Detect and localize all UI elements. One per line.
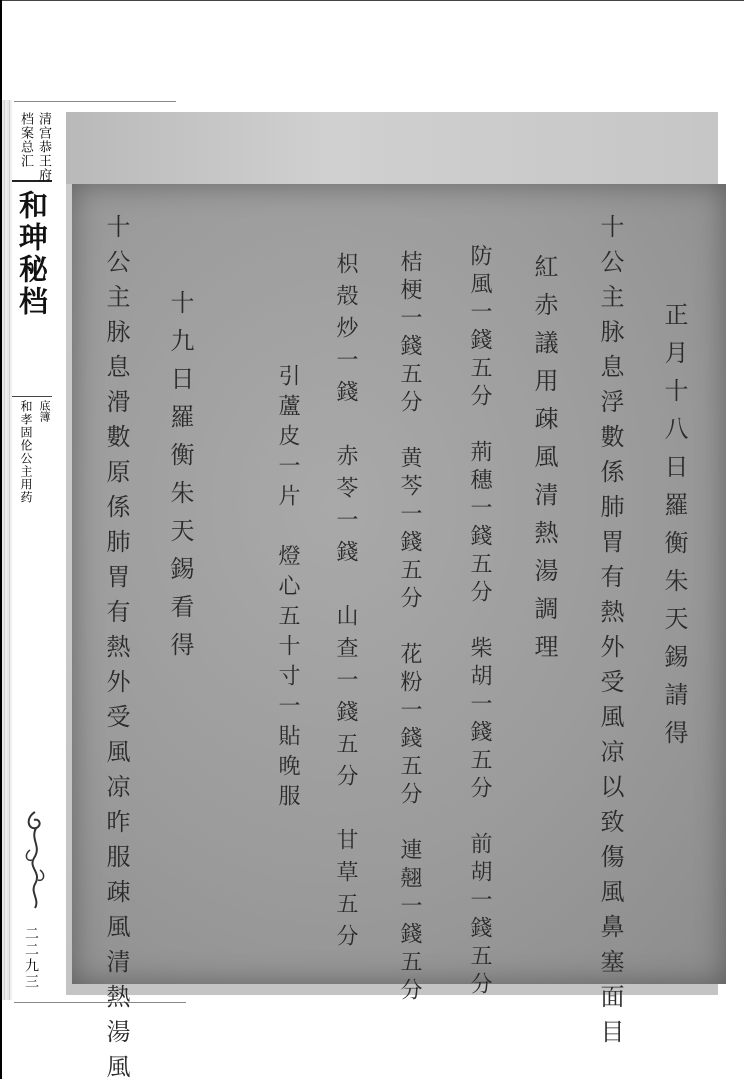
series-title-line1: 清宫恭王府: [36, 112, 51, 182]
book-title: 和珅秘档: [15, 190, 49, 318]
sidebar-top-rule: [14, 101, 176, 102]
manuscript-photo: [72, 184, 726, 1089]
page-number: 二二九三: [23, 926, 39, 990]
subtitle-note: 底簿: [38, 400, 51, 422]
manuscript-line-2: 十公主脉息浮數係肺胃有熱外受風凉以致傷風鼻塞面目: [596, 214, 624, 1054]
sidebar-bottom-rule: [14, 1002, 186, 1003]
subtitle-text: 和孝固伦公主用药: [19, 400, 33, 504]
manuscript-line-3: 紅赤議用疎風清熱湯調理: [530, 254, 558, 672]
series-title-line2: 档案总汇: [18, 112, 33, 168]
page-top-border: [0, 0, 744, 1]
series-title-box: [12, 108, 52, 182]
book-binding-edge: [2, 100, 12, 1000]
manuscript-line-8: 十九日羅衡朱天錫看得: [166, 290, 194, 670]
manuscript-line-1: 正月十八日羅衡朱天錫請得: [660, 302, 688, 758]
manuscript-line-4: 防風一錢五分 荊穗一錢五分 柴胡一錢五分 前胡一錢五分: [467, 244, 492, 1000]
photo-top-margin: [66, 112, 718, 184]
book-title-box: [12, 186, 52, 397]
ornament-icon: [20, 810, 50, 910]
section-subtitle: [12, 400, 52, 520]
manuscript-line-7: 引蘆皮一片 燈心五十寸一貼晚服: [275, 364, 300, 814]
manuscript-line-5: 桔梗一錢五分 黄芩一錢五分 花粉一錢五分 連翹一錢五分: [397, 250, 422, 1006]
manuscript-line-9: 十公主脉息滑數原係肺胃有熱外受風凉昨服疎風清熱湯風: [102, 214, 130, 1089]
manuscript-line-6: 枳殻炒一錢 赤苓一錢 山查一錢五分 甘草五分: [333, 252, 358, 956]
